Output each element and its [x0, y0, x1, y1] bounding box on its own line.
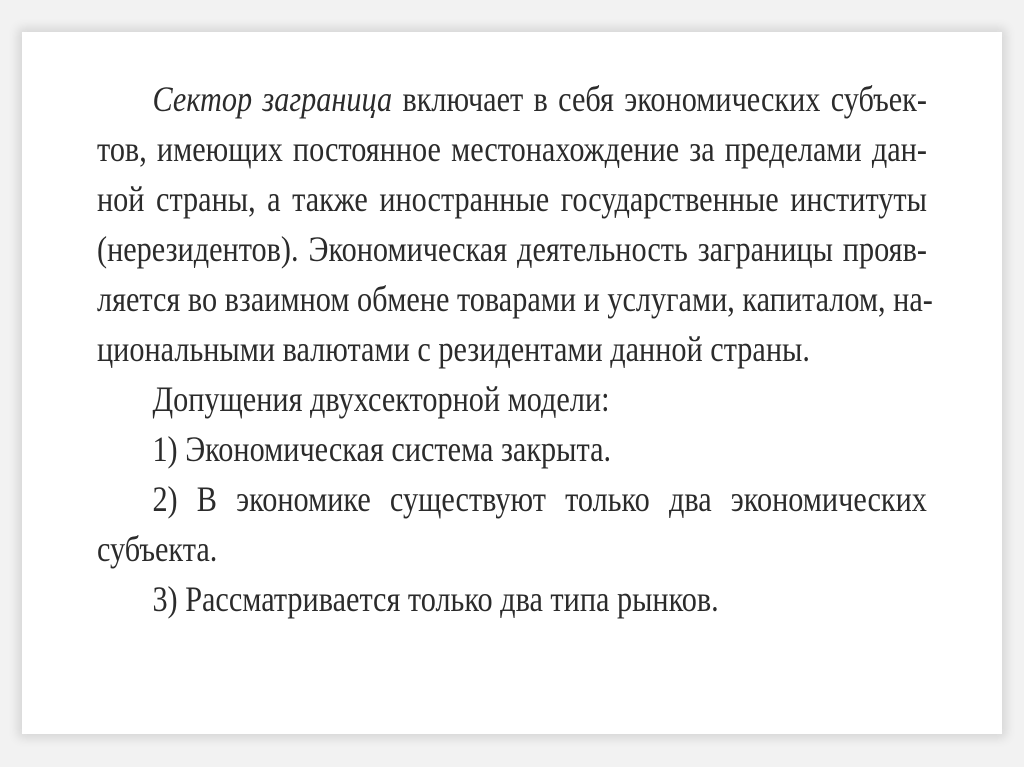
paragraph-sector-abroad — [97, 74, 933, 374]
document-text — [97, 74, 933, 624]
assumption-item-1: 1) Экономическая система закрыта. — [152, 429, 612, 469]
paragraph-line-4: (нерезидентов). Экономическая деятельность заграницы прояв- — [97, 229, 927, 269]
paragraph-line-5: ляется во взаимном обмене товарами и услугами, капиталом, на- — [97, 279, 933, 319]
term-sector-abroad: Сектор заграница — [152, 79, 393, 119]
assumption-item-2-line-1: 2) В экономике существуют только два экономических — [152, 479, 927, 519]
paragraph-line-1 — [97, 74, 927, 124]
paragraph-line-3: ной страны, а также иностранные государственные институты — [97, 179, 927, 219]
paragraph-line-2: тов, имеющих постоянное местонахождение за пределами дан- — [97, 129, 927, 169]
paragraph-line-6: циональными валютами с резидентами данной страны. — [97, 329, 810, 369]
assumption-item-2-line-2: субъекта. — [97, 529, 218, 569]
assumption-item-3: 3) Рассматривается только два типа рынков. — [152, 579, 719, 619]
assumptions-heading: Допущения двухсекторной модели: — [152, 379, 610, 419]
paragraph-line-1-rest: включает в себя экономических субъек- — [392, 79, 927, 119]
document-page — [22, 32, 1002, 734]
